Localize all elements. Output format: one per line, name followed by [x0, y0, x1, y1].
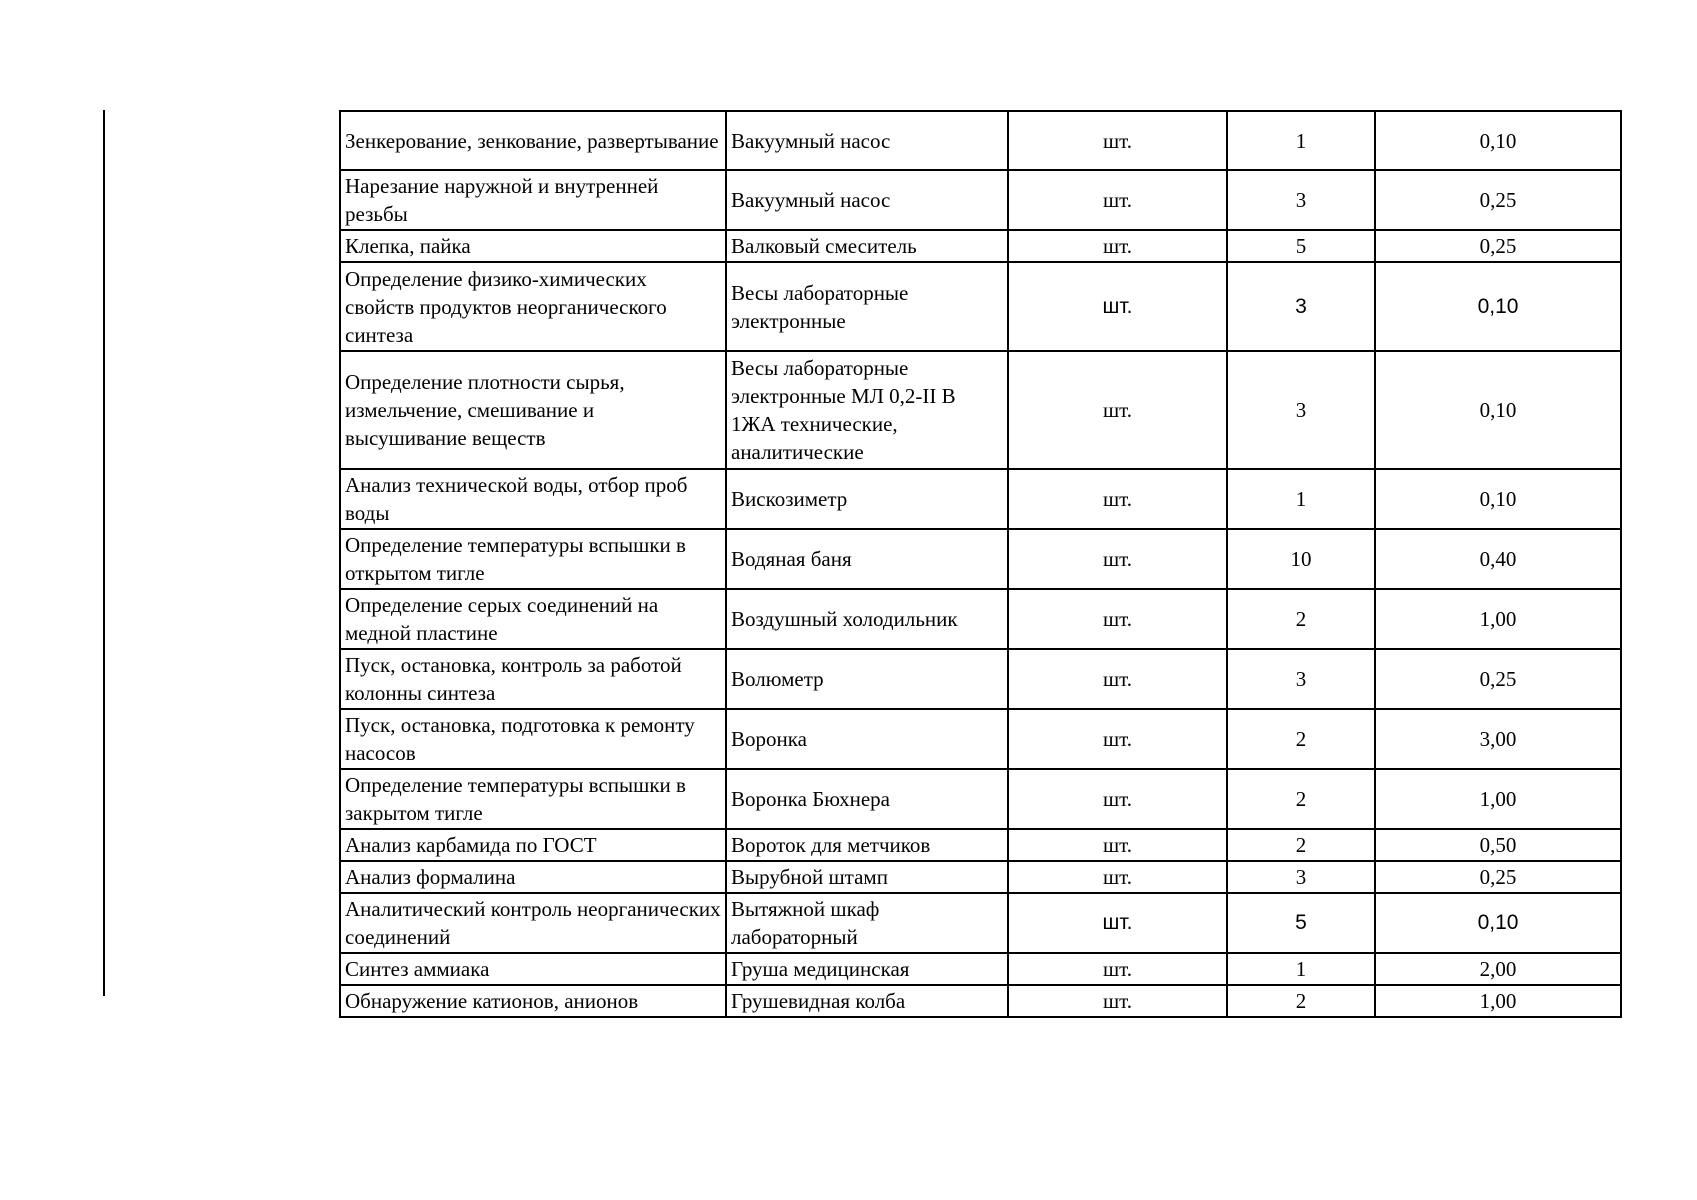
unit-cell: шт. [1008, 953, 1227, 985]
equipment-cell: Вискозиметр [726, 469, 1008, 529]
work-cell: Анализ формалина [340, 861, 726, 893]
table-row [340, 709, 1621, 769]
value-cell: 0,25 [1375, 861, 1621, 893]
value-cell: 0,10 [1375, 893, 1621, 953]
quantity-cell: 3 [1227, 861, 1375, 893]
unit-cell: шт. [1008, 769, 1227, 829]
work-cell: Определение физико-химических свойств продуктов неорганического синтеза [340, 262, 726, 351]
unit-cell: шт. [1008, 529, 1227, 589]
table-row [340, 111, 1621, 170]
table-row [340, 230, 1621, 262]
unit-cell: шт. [1008, 262, 1227, 351]
work-cell: Определение температуры вспышки в открытом тигле [340, 529, 726, 589]
table-row [340, 769, 1621, 829]
table-row [340, 469, 1621, 529]
work-cell: Пуск, остановка, подготовка к ремонту насосов [340, 709, 726, 769]
quantity-cell: 1 [1227, 469, 1375, 529]
equipment-cell: Воронка [726, 709, 1008, 769]
unit-cell: шт. [1008, 230, 1227, 262]
quantity-cell: 3 [1227, 351, 1375, 469]
table-row [340, 589, 1621, 649]
table-row [340, 529, 1621, 589]
page-margin-rule [103, 110, 105, 996]
quantity-cell: 1 [1227, 111, 1375, 170]
unit-cell: шт. [1008, 829, 1227, 861]
equipment-cell: Валковый смеситель [726, 230, 1008, 262]
equipment-cell: Волюметр [726, 649, 1008, 709]
table-row [340, 649, 1621, 709]
quantity-cell: 2 [1227, 769, 1375, 829]
equipment-cell: Весы лабораторные электронные МЛ 0,2-II В 1ЖА технические, аналитические [726, 351, 1008, 469]
work-cell: Определение температуры вспышки в закрытом тигле [340, 769, 726, 829]
work-cell: Анализ технической воды, отбор проб воды [340, 469, 726, 529]
value-cell: 3,00 [1375, 709, 1621, 769]
unit-cell: шт. [1008, 111, 1227, 170]
value-cell: 1,00 [1375, 769, 1621, 829]
equipment-cell: Вороток для метчиков [726, 829, 1008, 861]
value-cell: 0,10 [1375, 351, 1621, 469]
quantity-cell: 10 [1227, 529, 1375, 589]
value-cell: 0,25 [1375, 170, 1621, 230]
work-cell: Определение серых соединений на медной пластине [340, 589, 726, 649]
value-cell: 0,25 [1375, 649, 1621, 709]
equipment-cell: Воздушный холодильник [726, 589, 1008, 649]
table-row [340, 893, 1621, 953]
work-cell: Клепка, пайка [340, 230, 726, 262]
value-cell: 0,10 [1375, 469, 1621, 529]
equipment-cell: Вакуумный насос [726, 170, 1008, 230]
quantity-cell: 1 [1227, 953, 1375, 985]
unit-cell: шт. [1008, 469, 1227, 529]
quantity-cell: 2 [1227, 709, 1375, 769]
table-row [340, 170, 1621, 230]
work-cell: Аналитический контроль неорганических соединений [340, 893, 726, 953]
unit-cell: шт. [1008, 985, 1227, 1017]
unit-cell: шт. [1008, 589, 1227, 649]
table-row [340, 351, 1621, 469]
equipment-cell: Вырубной штамп [726, 861, 1008, 893]
work-cell: Анализ карбамида по ГОСТ [340, 829, 726, 861]
work-cell: Пуск, остановка, контроль за работой колонны синтеза [340, 649, 726, 709]
value-cell: 0,50 [1375, 829, 1621, 861]
quantity-cell: 3 [1227, 262, 1375, 351]
value-cell: 0,25 [1375, 230, 1621, 262]
value-cell: 0,10 [1375, 111, 1621, 170]
quantity-cell: 5 [1227, 893, 1375, 953]
table-row [340, 262, 1621, 351]
work-cell: Синтез аммиака [340, 953, 726, 985]
work-cell: Зенкерование, зенкование, развертывание [340, 111, 726, 170]
equipment-cell: Груша медицинская [726, 953, 1008, 985]
quantity-cell: 3 [1227, 649, 1375, 709]
value-cell: 1,00 [1375, 985, 1621, 1017]
unit-cell: шт. [1008, 861, 1227, 893]
equipment-cell: Вытяжной шкаф лабораторный [726, 893, 1008, 953]
value-cell: 2,00 [1375, 953, 1621, 985]
equipment-cell: Вакуумный насос [726, 111, 1008, 170]
value-cell: 1,00 [1375, 589, 1621, 649]
table-row [340, 985, 1621, 1017]
equipment-cell: Водяная баня [726, 529, 1008, 589]
unit-cell: шт. [1008, 351, 1227, 469]
table-row [340, 861, 1621, 893]
unit-cell: шт. [1008, 170, 1227, 230]
value-cell: 0,10 [1375, 262, 1621, 351]
unit-cell: шт. [1008, 709, 1227, 769]
table-row [340, 953, 1621, 985]
work-cell: Обнаружение катионов, анионов [340, 985, 726, 1017]
quantity-cell: 2 [1227, 985, 1375, 1017]
equipment-table [339, 110, 1622, 1018]
work-cell: Нарезание наружной и внутренней резьбы [340, 170, 726, 230]
equipment-cell: Грушевидная колба [726, 985, 1008, 1017]
value-cell: 0,40 [1375, 529, 1621, 589]
equipment-cell: Воронка Бюхнера [726, 769, 1008, 829]
quantity-cell: 3 [1227, 170, 1375, 230]
equipment-table-body [340, 111, 1621, 1017]
unit-cell: шт. [1008, 893, 1227, 953]
quantity-cell: 2 [1227, 829, 1375, 861]
quantity-cell: 5 [1227, 230, 1375, 262]
unit-cell: шт. [1008, 649, 1227, 709]
quantity-cell: 2 [1227, 589, 1375, 649]
table-row [340, 829, 1621, 861]
work-cell: Определение плотности сырья, измельчение, смешивание и высушивание веществ [340, 351, 726, 469]
equipment-cell: Весы лабораторные электронные [726, 262, 1008, 351]
